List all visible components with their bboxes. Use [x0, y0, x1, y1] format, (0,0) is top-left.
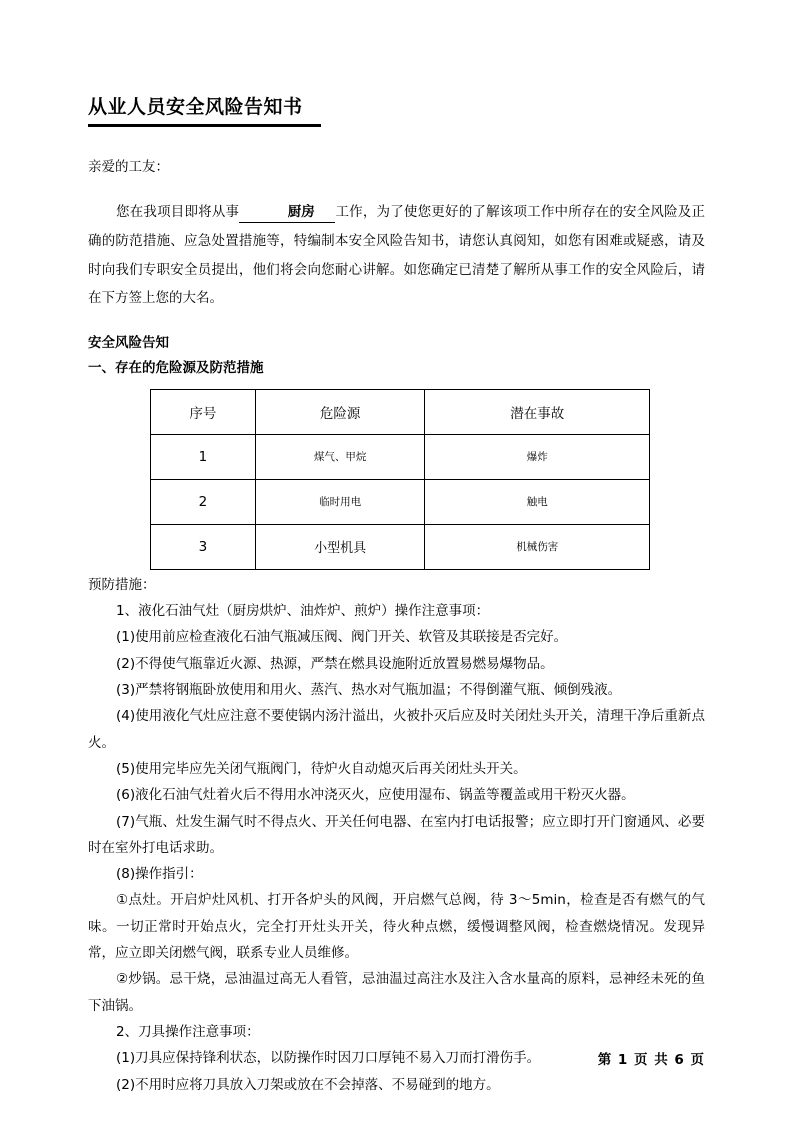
table-cell-source: 煤气、甲烷 — [255, 434, 425, 479]
table-cell-source: 小型机具 — [255, 524, 425, 569]
table-row — [151, 434, 650, 479]
prevention-point: (1)使用前应检查液化石油气瓶减压阀、阀门开关、软管及其联接是否完好。 — [116, 629, 568, 646]
prevention-point: (2)不得使气瓶靠近火源、热源，严禁在燃具设施附近放置易燃易爆物品。 — [116, 655, 554, 672]
table-cell-no: 3 — [151, 524, 256, 569]
intro-text-after-blank: 工作，为了使您更好的了解该项工作中所存在的安全风险及正确的防范措施、应急处置措施等，特编制本安全风险告知书，请您认真阅知，如您有困难或疑惑，请及时向我们专职安全员提出，他们将会向您耐心讲解。如您确定已清楚了解所从事工作的安全风险后，请在下方签上您的大名。 — [88, 204, 705, 307]
prevention-point: (5)使用完毕应先关闭气瓶阀门，待炉火自动熄灭后再关闭灶头开关。 — [116, 760, 527, 777]
page-title-block — [88, 0, 705, 127]
table-cell-source: 临时用电 — [255, 479, 425, 524]
section-heading-safety-notice: 安全风险告知 — [88, 334, 169, 351]
page-number-label: 第 1 页 共 6 页 — [597, 1052, 705, 1068]
prevention-subpoint: ①点灶。开启炉灶风机、打开各炉头的风阀，开启燃气总阀，待 3～5min，检查是否有燃气的气味。一切正常时开始点火，完全打开灶头开关，待火种点燃，缓慢调整风阀，检查燃烧情况。发现异常，应立即关闭燃气阀，联系专业人员维修。 — [88, 892, 705, 962]
prevention-point: (8)操作指引： — [116, 866, 203, 883]
prevention-point: (6)液化石油气灶着火后不得用水冲浇灭火，应使用湿布、锅盖等覆盖或用干粉灭火器。 — [116, 787, 635, 804]
table-header-accident: 潜在事故 — [425, 389, 650, 434]
prevention-item-1-title: 1、液化石油气灶（厨房烘炉、油炸炉、煎炉）操作注意事项： — [116, 603, 490, 620]
prevention-item-2-title: 2、刀具操作注意事项： — [116, 1024, 260, 1041]
risk-table-wrapper — [150, 389, 650, 570]
table-header-row — [151, 389, 650, 434]
hazard-risk-table — [150, 389, 650, 570]
table-header-no: 序号 — [151, 389, 256, 434]
section-heading-hazards: 一、存在的危险源及防范措施 — [88, 359, 264, 376]
document-content — [88, 0, 705, 1098]
prevention-measures-block — [88, 572, 705, 1098]
table-cell-no: 2 — [151, 479, 256, 524]
table-row — [151, 479, 650, 524]
page-title: 从业人员安全风险告知书 — [88, 96, 303, 118]
intro-text-before-blank: 您在我项目即将从事 — [116, 204, 240, 221]
table-cell-accident: 机械伤害 — [425, 524, 650, 569]
table-cell-accident: 触电 — [425, 479, 650, 524]
prevention-point: (1)刀具应保持锋利状态，以防操作时因刀口厚钝不易入刀而打滑伤手。 — [116, 1050, 541, 1067]
prevention-heading: 预防措施： — [88, 576, 156, 593]
table-cell-no: 1 — [151, 434, 256, 479]
job-position-blank-field[interactable]: 厨房 — [239, 203, 335, 222]
prevention-point: (3)严禁将钢瓶卧放使用和用火、蒸汽、热水对气瓶加温；不得倒灌气瓶、倾倒残液。 — [116, 681, 622, 698]
salutation: 亲爱的工友： — [88, 158, 169, 175]
table-header-source: 危险源 — [255, 389, 425, 434]
prevention-point: (2)不用时应将刀具放入刀架或放在不会掉落、不易碰到的地方。 — [116, 1076, 500, 1093]
prevention-subpoint: ②炒锅。忌干烧，忌油温过高无人看管，忌油温过高注水及注入含水量高的原料，忌神经未死的鱼下油锅。 — [88, 971, 705, 1014]
title-underline-rule — [88, 124, 321, 127]
page-footer — [0, 1048, 793, 1068]
prevention-point: (7)气瓶、灶发生漏气时不得点火、开关任何电器、在室内打电话报警；应立即打开门窗通风、必要时在室外打电话求助。 — [88, 813, 705, 856]
table-cell-accident: 爆炸 — [425, 434, 650, 479]
intro-paragraph — [88, 198, 705, 312]
table-row — [151, 524, 650, 569]
prevention-point: (4)使用液化气灶应注意不要使锅内汤汁溢出，火被扑灭后应及时关闭灶头开关，清理干净后重新点火。 — [88, 708, 705, 751]
